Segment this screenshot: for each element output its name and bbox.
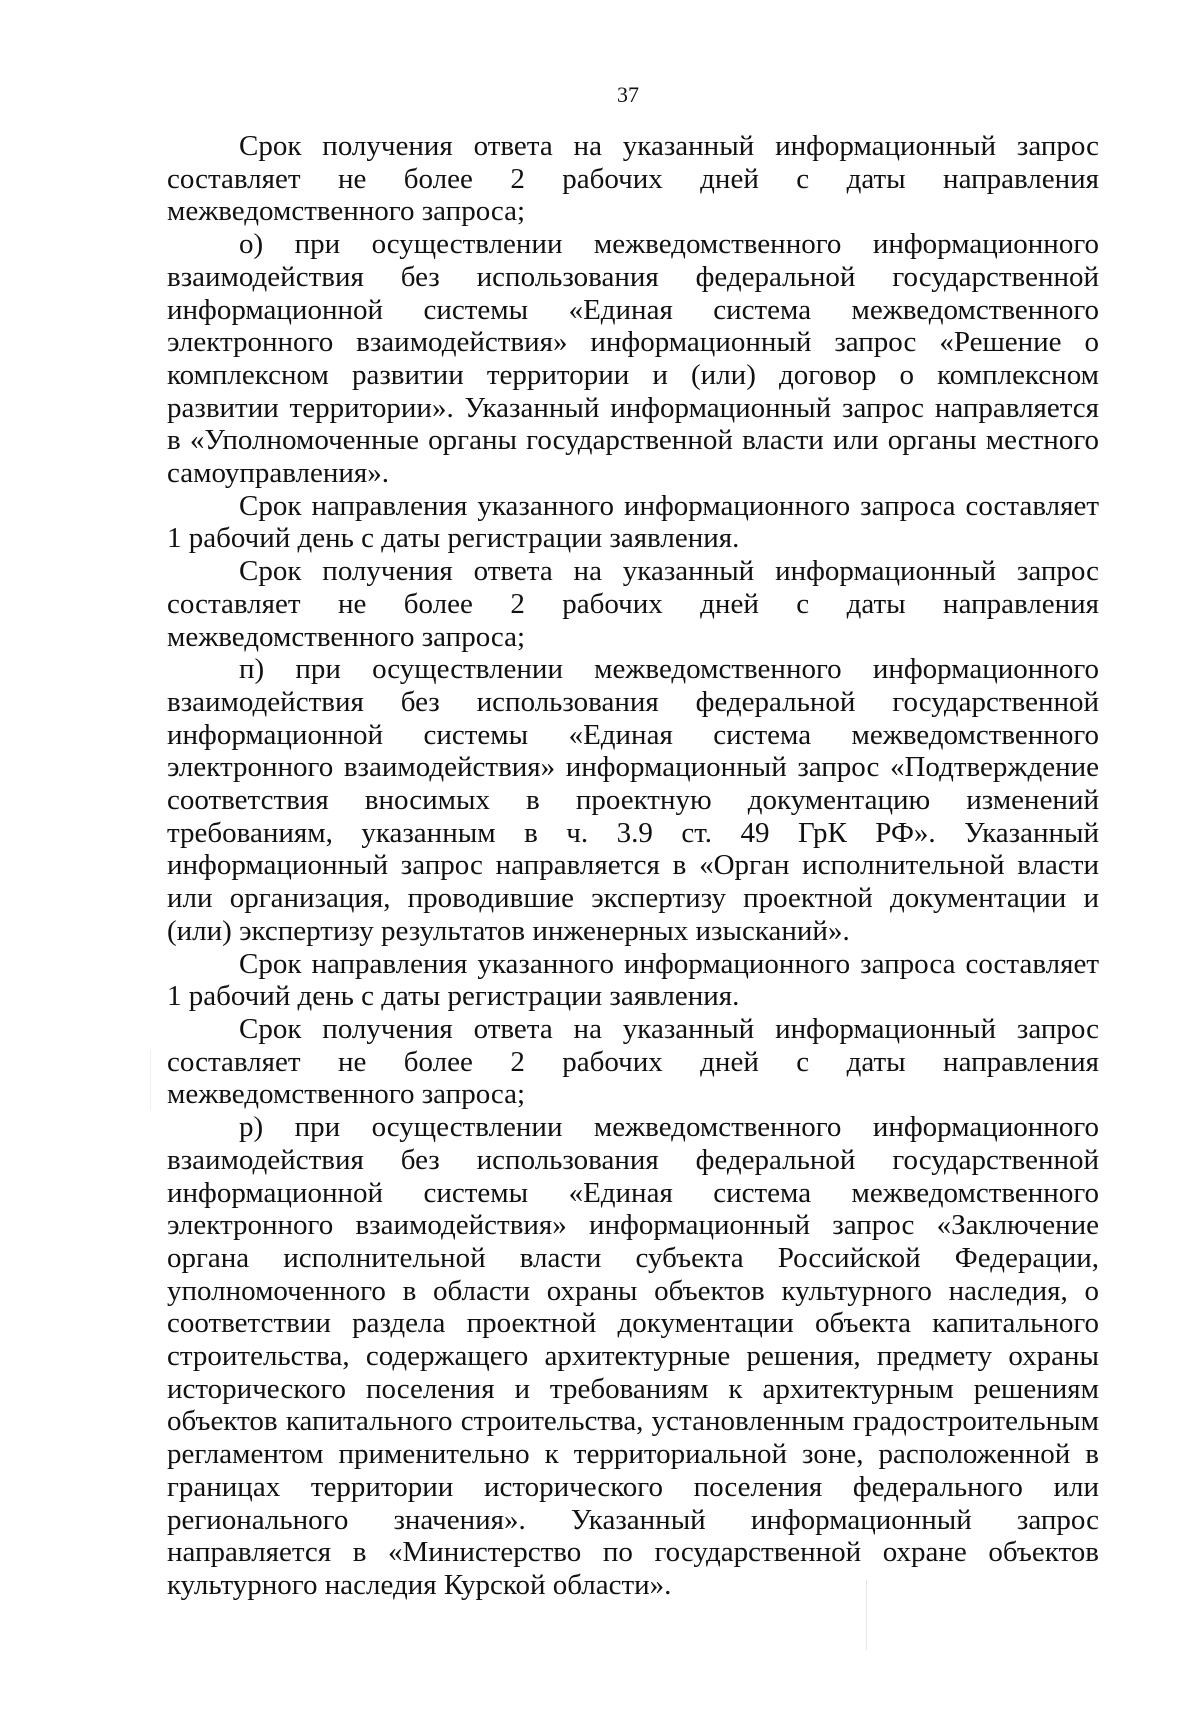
paragraph-item-r: р) при осуществлении межведомственного информационного взаимодействия без использования федеральной государственной информационной системы «Единая система межведомственного электронного взаимодействия» информационный запрос «Заключение органа исполнительной власти субъекта Российской Федерации, уполномоченного в области охраны объектов культурного наследия, о соответствии раздела проектной документации объекта капитального строительства, содержащего архитектурные решения, предмету охраны исторического поселения и требованиям к архитектурным решениям объектов капитального строительства, установленным градостроительным регламентом применительно к территориальной зоне, расположенной в границах территории исторического поселения федерального или регионального значения». Указанный информационный запрос направляется в «Министерство по государственной охране объектов культурного наследия Курской области». [167,1111,1099,1601]
scan-artifact-line [866,1580,867,1650]
paragraph-response-deadline-2: Срок получения ответа на указанный информационный запрос составляет не более 2 рабочих дней с даты направления межведомственного запроса; [167,555,1099,653]
paragraph-item-o: о) при осуществлении межведомственного информационного взаимодействия без использования федеральной государственной информационной системы «Единая система межведомственного электронного взаимодействия» информационный запрос «Решение о комплексном развитии территории и (или) договор о комплексном развитии территории». Указанный информационный запрос направляется в «Уполномоченные органы государственной власти или органы местного самоуправления». [167,228,1099,490]
paragraph-send-deadline-2: Срок направления указанного информационного запроса составляет 1 рабочий день с даты регистрации заявления. [167,947,1099,1013]
paragraph-item-p: п) при осуществлении межведомственного информационного взаимодействия без использования федеральной государственной информационной системы «Единая система межведомственного электронного взаимодействия» информационный запрос «Подтверждение соответствия вносимых в проектную документацию изменений требованиям, указанным в ч. 3.9 ст. 49 ГрК РФ». Указанный информационный запрос направляется в «Орган исполнительной власти или организация, проводившие экспертизу проектной документации и (или) экспертизу результатов инженерных изысканий». [167,653,1099,947]
paragraph-response-deadline-1: Срок получения ответа на указанный информационный запрос составляет не более 2 рабочих дней с даты направления межведомственного запроса; [167,130,1099,228]
paragraph-send-deadline-1: Срок направления указанного информационного запроса составляет 1 рабочий день с даты регистрации заявления. [167,489,1099,555]
scan-artifact-line-left [150,1050,151,1110]
paragraph-response-deadline-3: Срок получения ответа на указанный информационный запрос составляет не более 2 рабочих дней с даты направления межведомственного запроса; [167,1012,1099,1111]
page-number: 37 [617,82,639,107]
document-body [167,130,1099,1602]
